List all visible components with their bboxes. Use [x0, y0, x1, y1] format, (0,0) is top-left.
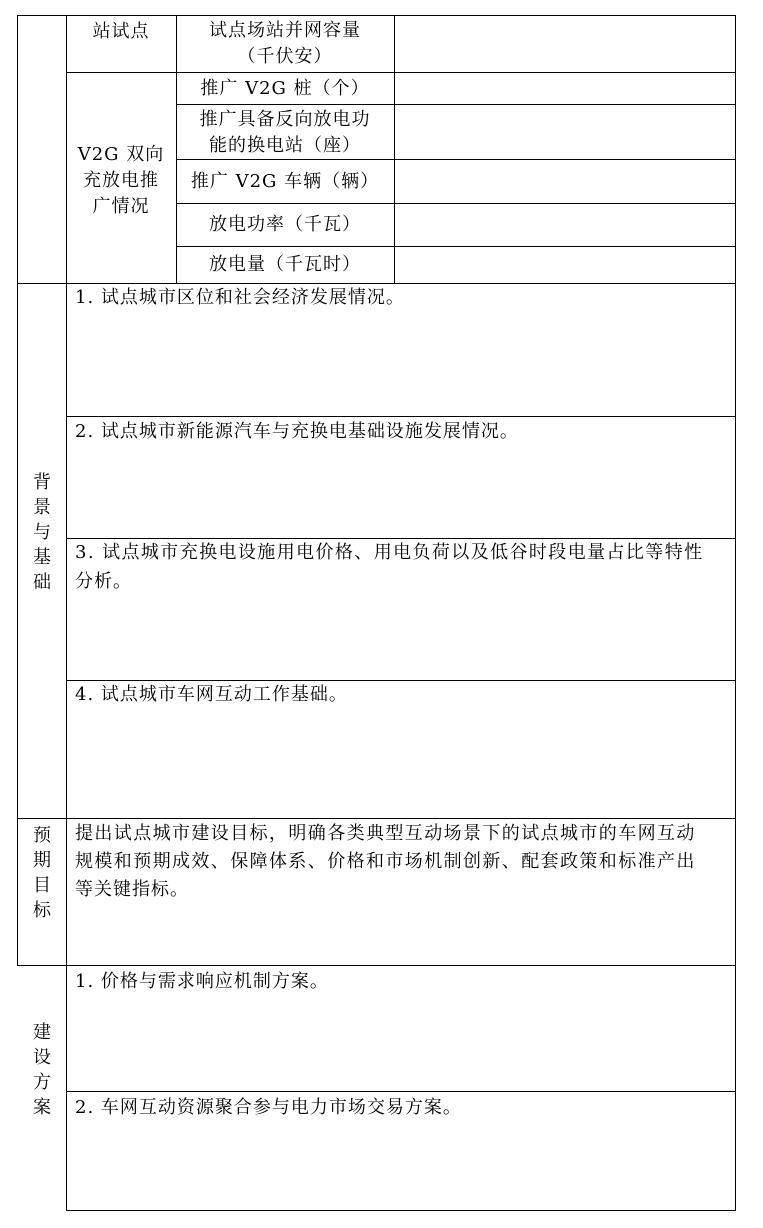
- target-line-2: 规模和预期成效、保障体系、价格和市场机制创新、配套政策和标准产出: [75, 851, 696, 872]
- plan-heading-char: 案: [33, 1097, 51, 1118]
- v2g-row-swap-stations-line-1: 推广具备反向放电功: [199, 109, 371, 130]
- rule-bg-item3-bottom: [66, 680, 736, 681]
- v2g-header-line-1: V2G 双向: [77, 144, 165, 165]
- rule-top: [17, 15, 736, 16]
- background-heading-char: 础: [33, 572, 51, 593]
- target-heading-char: 预: [33, 825, 51, 846]
- v2g-row-piles: 推广 V2G 桩（个）: [200, 78, 370, 99]
- rule-value-column: [394, 15, 395, 284]
- target-line-1: 提出试点城市建设目标，明确各类典型互动场景下的试点城市的车网互动: [75, 823, 696, 844]
- v2g-row-vehicles: 推广 V2G 车辆（辆）: [190, 171, 380, 192]
- rule-target-section-bottom: [17, 965, 736, 966]
- rule-bg-section-bottom: [17, 818, 736, 819]
- plan-heading-char: 设: [33, 1047, 51, 1068]
- background-item-4: 4. 试点城市车网互动工作基础。: [75, 684, 348, 705]
- v2g-row-swap-stations-line-2: 能的换电站（座）: [209, 135, 361, 156]
- plan-item-2: 2. 车网互动资源聚合参与电力市场交易方案。: [75, 1097, 462, 1118]
- v2g-row-discharge-energy: 放电量（千瓦时）: [209, 254, 361, 275]
- rule-v2g-row4: [176, 246, 736, 247]
- background-heading-char: 基: [33, 547, 51, 568]
- rule-left-outer: [17, 15, 18, 966]
- rule-v2g-row2: [176, 159, 736, 160]
- station-pilot-label: 站试点: [92, 21, 150, 42]
- background-item-1: 1. 试点城市区位和社会经济发展情况。: [75, 287, 405, 308]
- rule-bottom: [66, 1210, 736, 1211]
- target-heading-char: 标: [33, 900, 51, 921]
- background-heading-char: 景: [33, 497, 51, 518]
- plan-heading-char: 建: [33, 1022, 51, 1043]
- rule-bg-item1-bottom: [66, 416, 736, 417]
- background-heading-char: 背: [33, 472, 51, 493]
- target-heading-char: 目: [33, 875, 51, 896]
- background-item-2: 2. 试点城市新能源汽车与充换电基础设施发展情况。: [75, 421, 519, 442]
- v2g-header-line-2: 充放电推: [83, 170, 159, 191]
- background-heading: [30, 470, 54, 595]
- rule-station-bottom: [66, 72, 736, 73]
- background-item-3-line-1: 3. 试点城市充换电设施用电价格、用电负荷以及低谷时段电量占比等特性: [75, 542, 704, 563]
- plan-item-1: 1. 价格与需求响应机制方案。: [75, 971, 329, 992]
- plan-heading-char: 方: [33, 1072, 51, 1093]
- rule-bg-item2-bottom: [66, 538, 736, 539]
- v2g-header-line-3: 广情况: [92, 196, 150, 217]
- rule-plan-item1-bottom: [66, 1091, 736, 1092]
- plan-heading: [30, 1020, 54, 1120]
- rule-v2g-row3: [176, 203, 736, 204]
- target-heading-char: 期: [33, 850, 51, 871]
- grid-capacity-unit: （千伏安）: [237, 46, 333, 67]
- background-heading-char: 与: [33, 522, 51, 543]
- target-heading: [30, 823, 54, 923]
- grid-capacity-label: 试点场站并网容量: [209, 20, 361, 41]
- rule-v2g-row1: [176, 104, 736, 105]
- v2g-row-discharge-power: 放电功率（千瓦）: [209, 214, 361, 235]
- target-line-3: 等关键指标。: [75, 879, 189, 900]
- rule-top-section-bottom: [17, 283, 736, 284]
- background-item-3-line-2: 分析。: [75, 571, 132, 592]
- rule-right-outer: [735, 15, 736, 1211]
